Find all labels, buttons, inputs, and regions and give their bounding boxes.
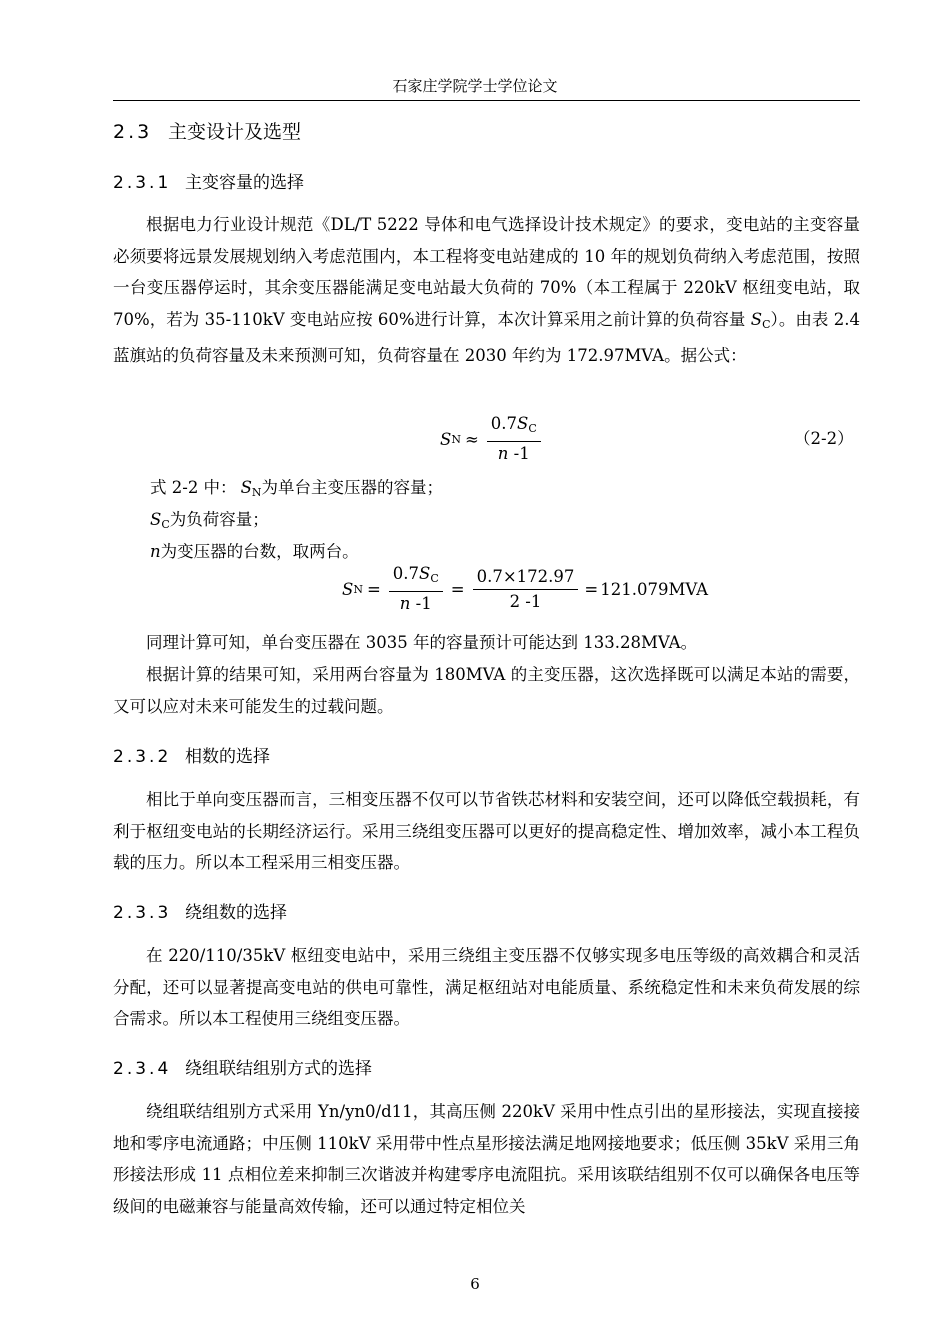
symbol-sc: $S_C$ bbox=[750, 309, 771, 331]
equation-label: （2-2） bbox=[794, 429, 854, 448]
subsection-heading-3: 2.3.3 绕组数的选择 bbox=[113, 903, 287, 923]
section-number: 2.3 bbox=[113, 121, 153, 143]
subsection-heading-2: 2.3.2 相数的选择 bbox=[113, 747, 270, 767]
paragraph-phase: 相比于单向变压器而言，三相变压器不仅可以节省铁芯材料和安装空间，还可以降低空载损耗，有利于枢纽变电站的长期经济运行。采用三绕组变压器可以更好的提高稳定性、增加效率，减小本工程负载的压力。所以本工程采用三相变压器。 bbox=[113, 790, 860, 872]
paragraph-winding-connection: 绕组联结组别方式采用 Yn/yn0/d11，其高压侧 220kV 采用中性点引出的星形接法，实现直接接地和零序电流通路；中压侧 110kV 采用带中性点星形接法满足地网接地要求；低压侧 35kV 采用三角形接法形成 11 点相位差来抑制三次谐波并构建零序电流阻抗。采用该联结组别不仅可以确保各电压等级间的电磁兼容与能量高效传输，还可以通过特定相位关 bbox=[113, 1102, 860, 1216]
definition-n: n为变压器的台数，取两台。 bbox=[150, 542, 359, 561]
subsection-title: 主变容量的选择 bbox=[185, 173, 304, 193]
equation-2-2: S N ≈ $\frac{0.7S_C}{n -1}$ bbox=[440, 414, 545, 464]
definition-sn: 式 2-2 中： $S_N$为单台主变压器的容量； bbox=[150, 478, 443, 499]
fraction: $\frac{0.7S_C}{n -1}$ bbox=[487, 414, 541, 464]
equation-calculation: S N = $\frac{0.7S_C}{n -1}$ = $\frac{0.7\times 172.97}{2 -1}$ = 121.079MVA bbox=[342, 564, 709, 613]
paragraph-winding-count: 在 220/110/35kV 枢纽变电站中，采用三绕组主变压器不仅够实现多电压等级的高效耦合和灵活分配，还可以显著提高变电站的供电可靠性，满足枢纽站对电能质量、系统稳定性和未来负荷发展的综合需求。所以本工程使用三绕组变压器。 bbox=[113, 946, 860, 1028]
subsection-number: 2.3.1 bbox=[113, 173, 172, 193]
section-heading bbox=[113, 119, 301, 145]
paragraph-3035-capacity: 同理计算可知，单台变压器在 3035 年的容量预计可能达到 133.28MVA。 bbox=[146, 633, 698, 652]
paragraph-capacity-intro: 根据电力行业设计规范《DL/T 5222 导体和电气选择设计技术规定》的要求，变电站的主变容量必须要将远景发展规划纳入考虑范围内，本工程将变电站建成的 10 年的规划负荷纳入考虑范围，按照一台变压器停运时，其余变压器能满足变电站最大负荷的 70%（本工程属于 220kV 枢纽变电站，取 70%，若为 35-110kV 变电站应按 60%进行计算，本次计算采用之前计算的负荷容量 $S_C$）。由表 2.4 蓝旗站的负荷容量及未来预测可知，负荷容量在 2030 年约为 172.97MVA。据公式： bbox=[113, 215, 860, 365]
subsection-heading-1 bbox=[113, 171, 304, 195]
header-rule bbox=[113, 100, 860, 101]
definition-sc: $S_C$为负荷容量； bbox=[150, 510, 269, 531]
section-title: 主变设计及选型 bbox=[168, 121, 302, 143]
paragraph-capacity-conclusion: 根据计算的结果可知，采用两台容量为 180MVA 的主变压器，这次选择既可以满足本站的需要，又可以应对未来可能发生的过载问题。 bbox=[113, 665, 860, 716]
running-header: 石家庄学院学士学位论文 bbox=[392, 77, 558, 95]
page-number: 6 bbox=[470, 1275, 480, 1293]
subsection-heading-4: 2.3.4 绕组联结组别方式的选择 bbox=[113, 1059, 372, 1079]
